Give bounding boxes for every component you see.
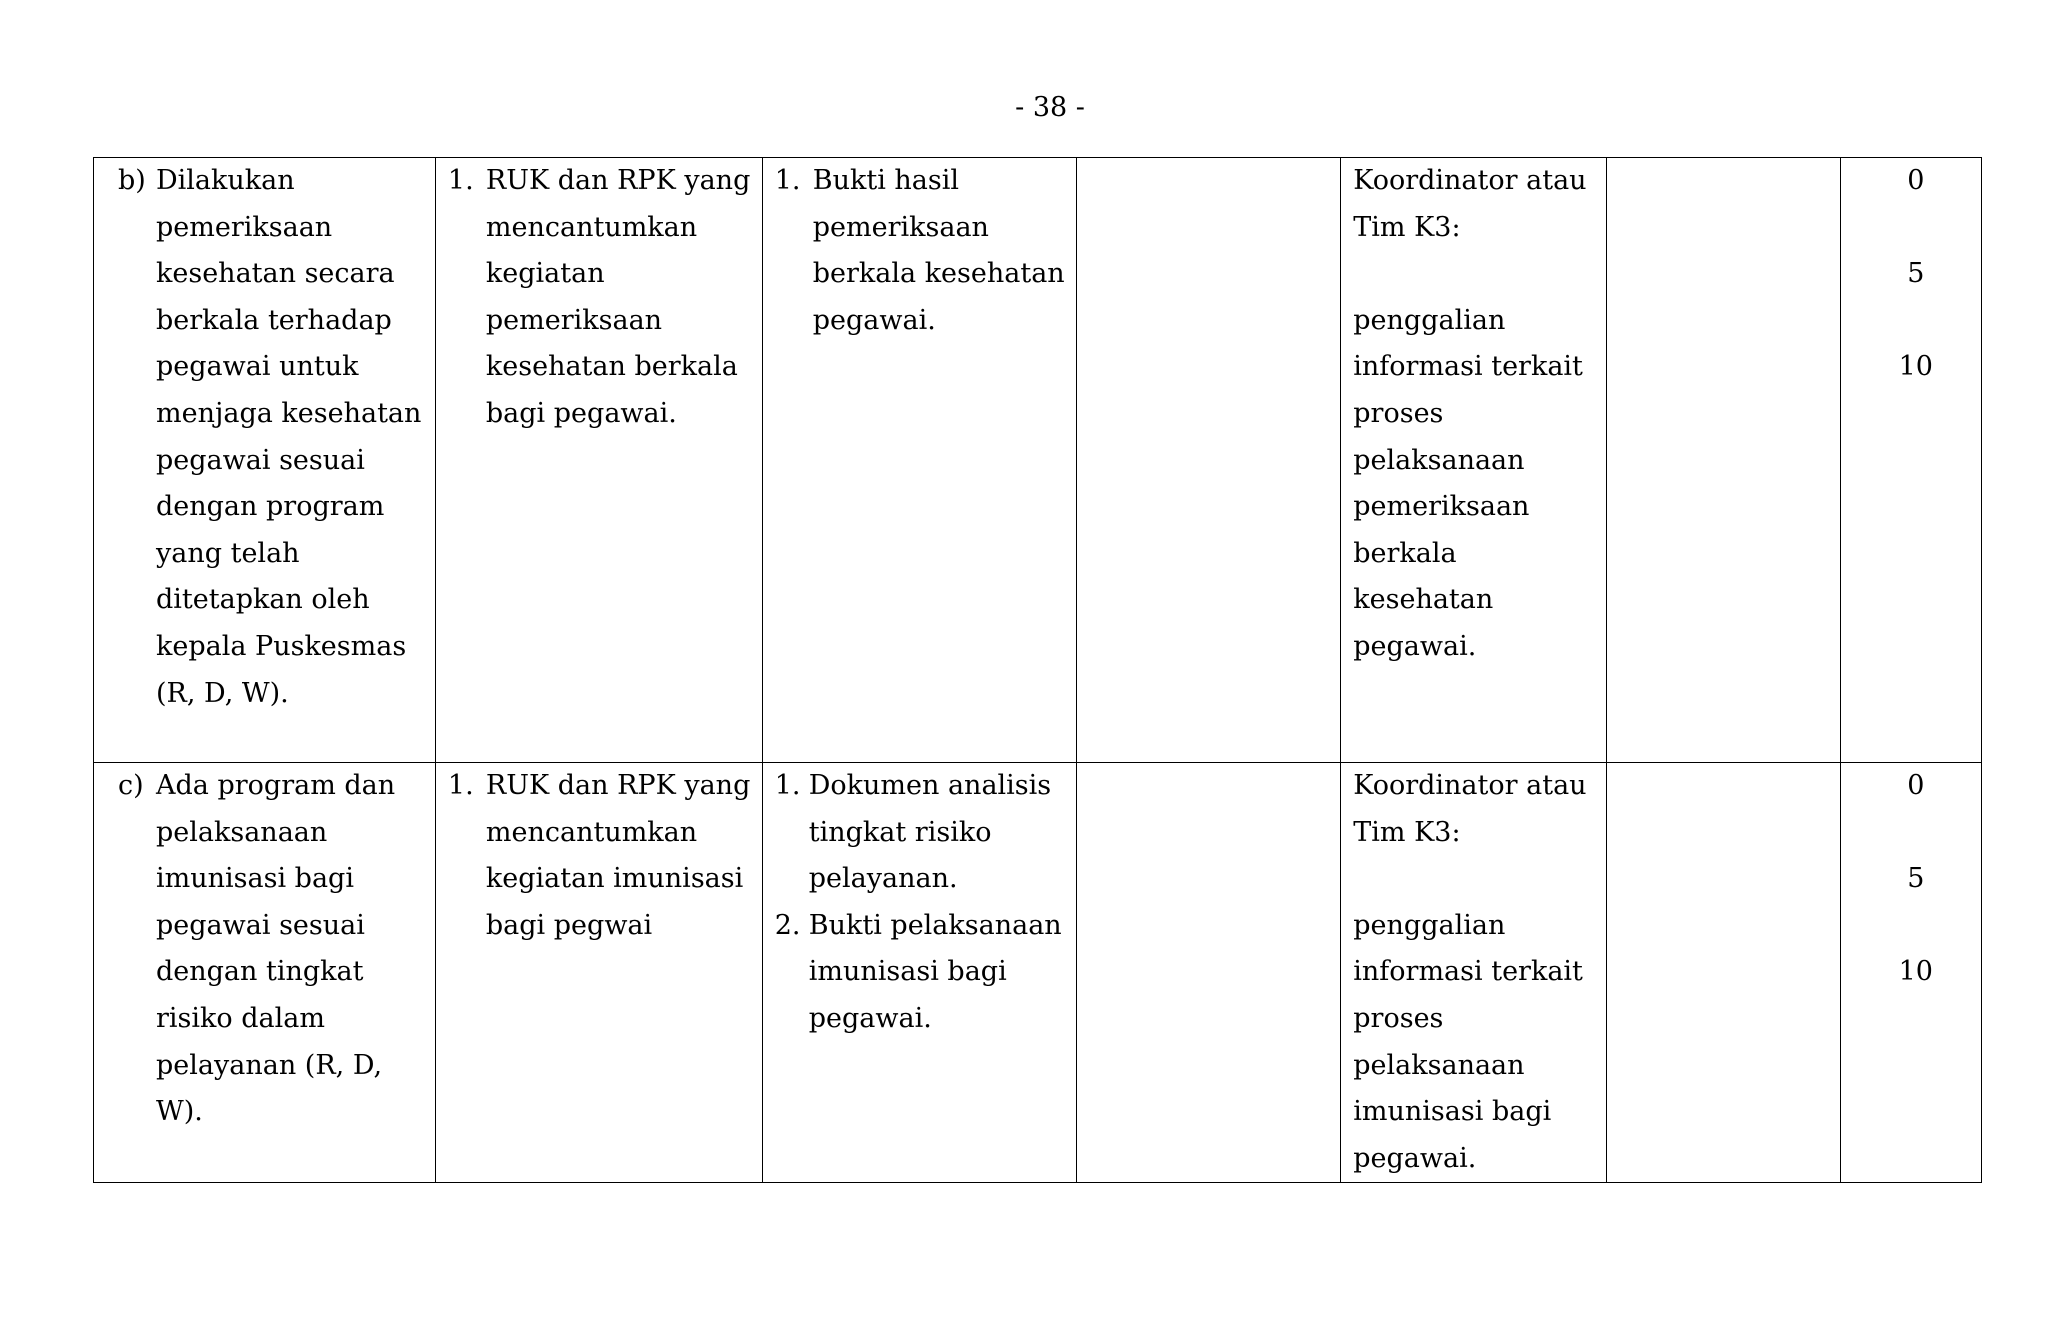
text-line: kesehatan berkala <box>485 351 738 383</box>
text-line: pelaksanaan <box>156 816 328 848</box>
evidence-cell <box>762 158 1076 763</box>
criterion-marker: c) <box>118 770 144 801</box>
text-line: kegiatan imunisasi <box>485 863 744 895</box>
table-row <box>94 763 1982 1183</box>
score-value: 5 <box>1907 863 1925 895</box>
blank-line <box>1851 298 1981 345</box>
criterion-cell <box>94 763 436 1183</box>
score-cell <box>1840 763 1981 1183</box>
interview-heading-line: Tim K3: <box>1353 816 1461 848</box>
evidence-item <box>763 158 1076 344</box>
text-line: pegawai. <box>1353 1142 1477 1174</box>
score-value: 5 <box>1907 258 1925 290</box>
blank-line <box>1851 810 1981 857</box>
evidence-item <box>763 903 1076 1043</box>
text-line: mencantumkan <box>485 816 698 848</box>
blank-line <box>1851 205 1981 252</box>
text-line: dengan program <box>156 491 385 523</box>
text-line: menjaga kesehatan <box>156 397 422 429</box>
blank-line <box>1851 903 1981 950</box>
criterion-item <box>94 158 435 717</box>
text-line: pegawai sesuai <box>156 444 365 476</box>
text-line: bagi pegawai. <box>485 397 677 429</box>
text-line: Bukti hasil <box>812 165 960 196</box>
list-marker: 1. <box>774 770 801 801</box>
score-value: 0 <box>1907 165 1925 196</box>
list-marker: 1. <box>774 165 801 196</box>
document-item <box>436 763 762 949</box>
documents-cell <box>435 763 762 1183</box>
text-line: risiko dalam <box>156 1002 325 1034</box>
text-line: Dilakukan <box>156 165 295 196</box>
document-text <box>486 763 762 949</box>
text-line: pelayanan. <box>808 863 958 895</box>
assessment-table <box>93 157 1982 1183</box>
evidence-cell <box>762 763 1076 1183</box>
text-line: berkala kesehatan <box>1353 537 1494 616</box>
text-line: pegawai. <box>1353 630 1477 662</box>
text-line: kegiatan <box>485 258 605 290</box>
list-marker: 1. <box>447 165 474 196</box>
evidence-text <box>809 903 1076 1043</box>
observation-cell <box>1076 763 1341 1183</box>
criterion-text <box>156 158 435 717</box>
text-line: proses <box>1353 1002 1444 1034</box>
text-line: pegawai. <box>808 1002 932 1034</box>
observation-cell <box>1076 158 1341 763</box>
document-text <box>486 158 762 438</box>
text-line: pemeriksaan <box>812 211 989 243</box>
score-list <box>1841 158 1981 391</box>
text-line: pelayanan (R, D, W). <box>156 1049 383 1128</box>
list-marker: 1. <box>447 770 474 801</box>
score-value: 10 <box>1898 351 1933 383</box>
evidence-text <box>813 158 1076 344</box>
score-cell <box>1840 158 1981 763</box>
text-line: pemeriksaan <box>156 211 333 243</box>
notes-cell <box>1606 763 1840 1183</box>
interview-cell <box>1341 763 1607 1183</box>
text-line: dengan tingkat <box>156 956 364 988</box>
interview-heading-line: Koordinator atau <box>1353 165 1587 196</box>
text-line: (R, D, W). <box>156 677 289 709</box>
text-line: pegawai. <box>812 304 936 336</box>
page-number: - 38 - <box>1015 92 1085 123</box>
notes-cell <box>1606 158 1840 763</box>
text-line: tingkat risiko <box>808 816 992 848</box>
interview-heading-line: Koordinator atau <box>1353 770 1587 801</box>
text-line: RUK dan RPK yang <box>485 770 751 801</box>
text-line: penggalian <box>1353 909 1506 941</box>
criterion-text <box>156 763 435 1136</box>
score-value: 10 <box>1898 956 1933 988</box>
text-line: Dokumen analisis <box>808 770 1052 801</box>
text-line: mencantumkan <box>485 211 698 243</box>
criterion-marker: b) <box>118 165 146 196</box>
text-line: pegawai untuk <box>156 351 359 383</box>
blank-line <box>1353 856 1600 903</box>
text-line: pemeriksaan <box>1353 491 1530 523</box>
text-line: kesehatan secara <box>156 258 395 290</box>
text-line: Ada program dan <box>156 770 396 801</box>
text-line: RUK dan RPK yang <box>485 165 751 196</box>
text-line: berkala kesehatan <box>812 258 1065 290</box>
evidence-item <box>763 763 1076 903</box>
text-line: pemeriksaan <box>485 304 663 336</box>
score-list <box>1841 763 1981 996</box>
text-line: Bukti pelaksanaan <box>808 909 1062 941</box>
text-line: pegawai sesuai <box>156 909 365 941</box>
evidence-text <box>809 763 1076 903</box>
interview-content <box>1341 763 1606 1182</box>
text-line: imunisasi bagi <box>1353 1096 1552 1128</box>
criterion-cell <box>94 158 436 763</box>
text-line: penggalian <box>1353 304 1506 336</box>
text-line: pelaksanaan <box>1353 1049 1525 1081</box>
documents-cell <box>435 158 762 763</box>
interview-heading-line: Tim K3: <box>1353 211 1461 243</box>
text-line: pelaksanaan <box>1353 444 1525 476</box>
blank-line <box>1353 251 1600 298</box>
text-line: imunisasi bagi <box>156 863 354 895</box>
text-line: bagi pegwai <box>485 909 653 941</box>
text-line: informasi terkait <box>1353 956 1583 988</box>
text-line: informasi terkait <box>1353 351 1583 383</box>
interview-cell <box>1341 158 1607 763</box>
text-line: berkala terhadap <box>156 304 392 336</box>
criterion-item <box>94 763 435 1136</box>
text-line: yang telah <box>156 537 300 569</box>
document-item <box>436 158 762 438</box>
text-line: ditetapkan oleh <box>156 584 370 616</box>
text-line: proses <box>1353 397 1444 429</box>
list-marker: 2. <box>774 909 801 941</box>
score-value: 0 <box>1907 770 1925 801</box>
interview-content <box>1341 158 1606 671</box>
text-line: kepala Puskesmas <box>156 630 407 662</box>
table-row <box>94 158 1982 763</box>
text-line: imunisasi bagi <box>808 956 1007 988</box>
